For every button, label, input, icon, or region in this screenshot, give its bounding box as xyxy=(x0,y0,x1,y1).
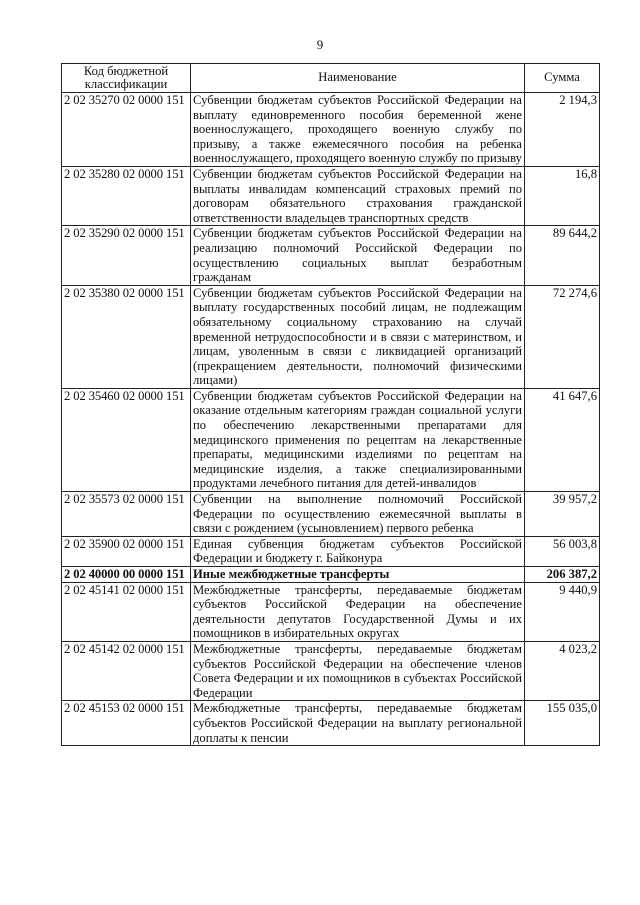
table-row xyxy=(62,285,600,388)
header-sum: Сумма xyxy=(525,64,600,93)
name-cell: Субвенции на выполнение полномочий Российской Федерации по осуществлению ежемесячной выплаты в связи с рождением (усыновлением) первого ребенка xyxy=(191,492,525,537)
code-cell: 2 02 45141 02 0000 151 xyxy=(62,582,191,641)
sum-cell: 72 274,6 xyxy=(525,285,600,388)
code-cell: 2 02 45153 02 0000 151 xyxy=(62,701,191,746)
sum-cell: 56 003,8 xyxy=(525,536,600,566)
sum-cell: 9 440,9 xyxy=(525,582,600,641)
name-cell: Субвенции бюджетам субъектов Российской Федерации на реализацию полномочий Российской Федерации по осуществлению социальных выплат безработным гражданам xyxy=(191,226,525,285)
header-code: Код бюджетной классификации xyxy=(62,64,191,93)
code-cell: 2 02 35573 02 0000 151 xyxy=(62,492,191,537)
table-row xyxy=(62,93,600,167)
sum-cell: 2 194,3 xyxy=(525,93,600,167)
code-cell: 2 02 45142 02 0000 151 xyxy=(62,641,191,700)
name-cell: Межбюджетные трансферты, передаваемые бюджетам субъектов Российской Федерации на обеспечение деятельности депутатов Государственной Думы и их помощников в избирательных округах xyxy=(191,582,525,641)
code-cell: 2 02 35280 02 0000 151 xyxy=(62,166,191,225)
sum-cell: 16,8 xyxy=(525,166,600,225)
sum-cell: 155 035,0 xyxy=(525,701,600,746)
table-row xyxy=(62,701,600,746)
page-number: 9 xyxy=(316,37,324,52)
table-row xyxy=(62,641,600,700)
name-cell: Иные межбюджетные трансферты xyxy=(191,567,525,583)
name-cell: Субвенции бюджетам субъектов Российской Федерации на выплату государственных пособий лицам, не подлежащим обязательному социальному страхованию на случай временной нетрудоспособности и в связи с материнством, и лицам, уволенным в связи с ликвидацией организаций (прекращением деятельности, полномочий физическими лицами) xyxy=(191,285,525,388)
budget-table xyxy=(61,63,600,746)
sum-cell: 39 957,2 xyxy=(525,492,600,537)
table-row xyxy=(62,582,600,641)
table-header-row xyxy=(62,64,600,93)
code-cell: 2 02 35460 02 0000 151 xyxy=(62,388,191,491)
name-cell: Субвенции бюджетам субъектов Российской Федерации на выплаты инвалидам компенсаций страховых премий по договорам обязательного страхования гражданской ответственности владельцев транспортных средств xyxy=(191,166,525,225)
name-cell: Межбюджетные трансферты, передаваемые бюджетам субъектов Российской Федерации на обеспечение членов Совета Федерации и их помощников в субъектах Российской Федерации xyxy=(191,641,525,700)
code-cell: 2 02 35380 02 0000 151 xyxy=(62,285,191,388)
table-row xyxy=(62,388,600,491)
name-cell: Межбюджетные трансферты, передаваемые бюджетам субъектов Российской Федерации на выплату региональной доплаты к пенсии xyxy=(191,701,525,746)
table-row xyxy=(62,166,600,225)
table-row xyxy=(62,536,600,566)
table-row xyxy=(62,226,600,285)
sum-cell: 89 644,2 xyxy=(525,226,600,285)
sum-cell: 206 387,2 xyxy=(525,567,600,583)
sum-cell: 4 023,2 xyxy=(525,641,600,700)
name-cell: Субвенции бюджетам субъектов Российской Федерации на оказание отдельным категориям граждан социальной услуги по обеспечению лекарственными препаратами для медицинского применения по рецептам на лекарственные препараты, медицинскими изделиями по рецептам на медицинские изделия, а также специализированными продуктами лечебного питания для детей-инвалидов xyxy=(191,388,525,491)
code-cell: 2 02 35290 02 0000 151 xyxy=(62,226,191,285)
header-name: Наименование xyxy=(191,64,525,93)
table-body xyxy=(62,93,600,746)
code-cell: 2 02 35270 02 0000 151 xyxy=(62,93,191,167)
table-row xyxy=(62,567,600,583)
name-cell: Субвенции бюджетам субъектов Российской Федерации на выплату единовременного пособия беременной жене военнослужащего, проходящего военную службу по призыву, а также ежемесячного пособия на ребенка военнослужащего, проходящего военную службу по призыву xyxy=(191,93,525,167)
code-cell: 2 02 40000 00 0000 151 xyxy=(62,567,191,583)
table-row xyxy=(62,492,600,537)
name-cell: Единая субвенция бюджетам субъектов Российской Федерации и бюджету г. Байконура xyxy=(191,536,525,566)
code-cell: 2 02 35900 02 0000 151 xyxy=(62,536,191,566)
sum-cell: 41 647,6 xyxy=(525,388,600,491)
